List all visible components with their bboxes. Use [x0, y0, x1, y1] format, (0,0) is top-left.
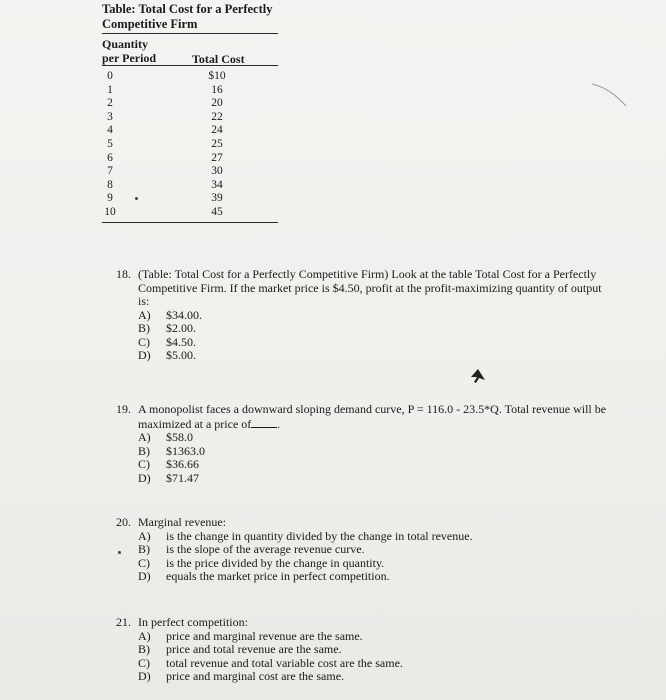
question-stem	[116, 268, 602, 309]
table-top-rule	[102, 33, 278, 34]
total-cost-cell: $10	[208, 70, 226, 82]
answer-option[interactable]	[138, 445, 616, 459]
question-stem	[116, 616, 616, 630]
question-stem	[116, 516, 616, 530]
question-19	[116, 403, 616, 485]
answer-option[interactable]	[138, 309, 602, 323]
answer-option[interactable]	[138, 657, 616, 671]
table-body	[102, 70, 278, 220]
total-cost-column-header: Total Cost	[192, 52, 245, 66]
question-text: In perfect competition:	[138, 615, 248, 629]
option-text: $58.0	[166, 430, 193, 444]
total-cost-cell: 27	[211, 151, 223, 164]
table-row	[102, 206, 278, 220]
question-stem	[116, 403, 616, 431]
total-cost-cell: 16	[211, 83, 223, 96]
option-text: price and total revenue are the same.	[166, 642, 342, 656]
quantity-cell: 10	[104, 205, 116, 218]
option-letter: A)	[138, 430, 151, 444]
question-20	[116, 516, 616, 584]
option-letter: A)	[138, 528, 151, 543]
option-letter: C)	[138, 555, 150, 570]
answer-options	[138, 530, 616, 584]
option-letter: B)	[138, 642, 150, 656]
option-text: price and marginal revenue are the same.	[166, 628, 363, 643]
total-cost-cell: 34	[211, 178, 223, 191]
stray-dot	[118, 551, 121, 554]
option-letter: B)	[138, 542, 150, 556]
question-text: (Table: Total Cost for a Perfectly Competitive Firm) Look at the table Total Cost for a Perfectly Competitive Firm. If the market price is $4.50, profit at the profit-maximizing quantity of output is:	[138, 267, 602, 308]
table-row	[102, 70, 278, 84]
total-cost-table	[102, 2, 278, 223]
question-number: 18.	[116, 267, 131, 281]
option-text: $4.50.	[166, 334, 196, 349]
answer-option[interactable]	[138, 458, 616, 472]
total-cost-cell: 22	[211, 110, 223, 123]
answer-option[interactable]	[138, 630, 616, 644]
total-cost-cell: 45	[211, 205, 223, 218]
answer-option[interactable]	[138, 322, 602, 336]
quantity-cell: 6	[107, 151, 113, 164]
table-row	[102, 97, 278, 111]
total-cost-cell: 30	[211, 165, 223, 178]
table-row	[102, 84, 278, 98]
option-text: $71.47	[166, 470, 199, 485]
answer-options	[138, 309, 602, 363]
answer-options	[138, 630, 616, 684]
option-letter: A)	[138, 628, 151, 643]
stray-dot	[135, 197, 138, 200]
option-letter: C)	[138, 655, 150, 670]
answer-option[interactable]	[138, 431, 616, 445]
option-text: is the slope of the average revenue curve.	[166, 542, 365, 556]
table-title: Table: Total Cost for a Perfectly Competitive Firm	[102, 2, 273, 31]
option-letter: D)	[138, 470, 151, 485]
option-text: equals the market price in perfect competition.	[166, 569, 390, 583]
table-row	[102, 138, 278, 152]
question-text-end: .	[277, 416, 281, 431]
option-text: $2.00.	[166, 321, 196, 335]
cursor-arrow-icon	[470, 368, 486, 384]
option-text: $36.66	[166, 457, 199, 471]
answer-option[interactable]	[138, 336, 602, 350]
option-letter: C)	[138, 457, 150, 471]
question-number: 20.	[116, 515, 131, 529]
quantity-cell: 5	[107, 137, 113, 150]
option-text: price and marginal cost are the same.	[166, 669, 345, 683]
quantity-cell: 0	[107, 70, 113, 82]
table-row	[102, 111, 278, 125]
table-bottom-rule	[102, 222, 278, 223]
total-cost-cell: 24	[211, 124, 223, 137]
answer-option[interactable]	[138, 543, 616, 557]
table-row	[102, 152, 278, 166]
answer-option[interactable]	[138, 472, 616, 486]
option-text: total revenue and total variable cost are the same.	[166, 655, 403, 670]
question-text: Marginal revenue:	[138, 515, 227, 529]
table-row	[102, 124, 278, 138]
option-letter: D)	[138, 669, 151, 683]
question-18	[116, 268, 602, 363]
pencil-stroke-mark	[590, 80, 630, 110]
total-cost-cell: 25	[211, 137, 223, 150]
option-letter: B)	[138, 321, 150, 335]
answer-option[interactable]	[138, 670, 616, 684]
option-text: $1363.0	[166, 443, 205, 458]
quantity-cell: 8	[107, 178, 113, 191]
quantity-cell: 3	[107, 110, 113, 123]
option-letter: D)	[138, 569, 151, 583]
total-cost-cell: 20	[211, 97, 223, 110]
table-row	[102, 192, 278, 206]
option-letter: C)	[138, 334, 150, 349]
table-row	[102, 165, 278, 179]
table-row	[102, 179, 278, 193]
answer-option[interactable]	[138, 530, 616, 544]
answer-option[interactable]	[138, 557, 616, 571]
answer-blank	[251, 417, 277, 428]
option-letter: B)	[138, 443, 150, 458]
quantity-cell: 1	[107, 83, 113, 96]
answer-option[interactable]	[138, 349, 602, 363]
total-cost-cell: 39	[211, 192, 223, 205]
quantity-cell: 7	[107, 165, 113, 178]
question-number: 19.	[116, 402, 131, 416]
answer-option[interactable]	[138, 570, 616, 584]
header-rule	[102, 65, 278, 66]
option-text: is the change in quantity divided by the change in total revenue.	[166, 528, 473, 543]
option-text: $5.00.	[166, 348, 196, 362]
quantity-column-header: Quantity per Period	[102, 37, 157, 65]
question-number: 21.	[116, 615, 131, 629]
table-header	[102, 35, 278, 66]
quantity-cell: 4	[107, 124, 113, 137]
question-text: A monopolist faces a downward sloping demand curve, P = 116.0 - 23.5*Q. Total revenue will be maximized at a price of	[138, 402, 607, 431]
option-letter: A)	[138, 307, 151, 322]
answer-option[interactable]	[138, 643, 616, 657]
option-text: $34.00.	[166, 307, 202, 322]
option-letter: D)	[138, 348, 151, 362]
option-text: is the price divided by the change in quantity.	[166, 555, 385, 570]
quantity-cell: 2	[107, 97, 113, 110]
question-21	[116, 616, 616, 684]
answer-options	[138, 431, 616, 485]
quantity-cell: 9	[107, 192, 113, 205]
